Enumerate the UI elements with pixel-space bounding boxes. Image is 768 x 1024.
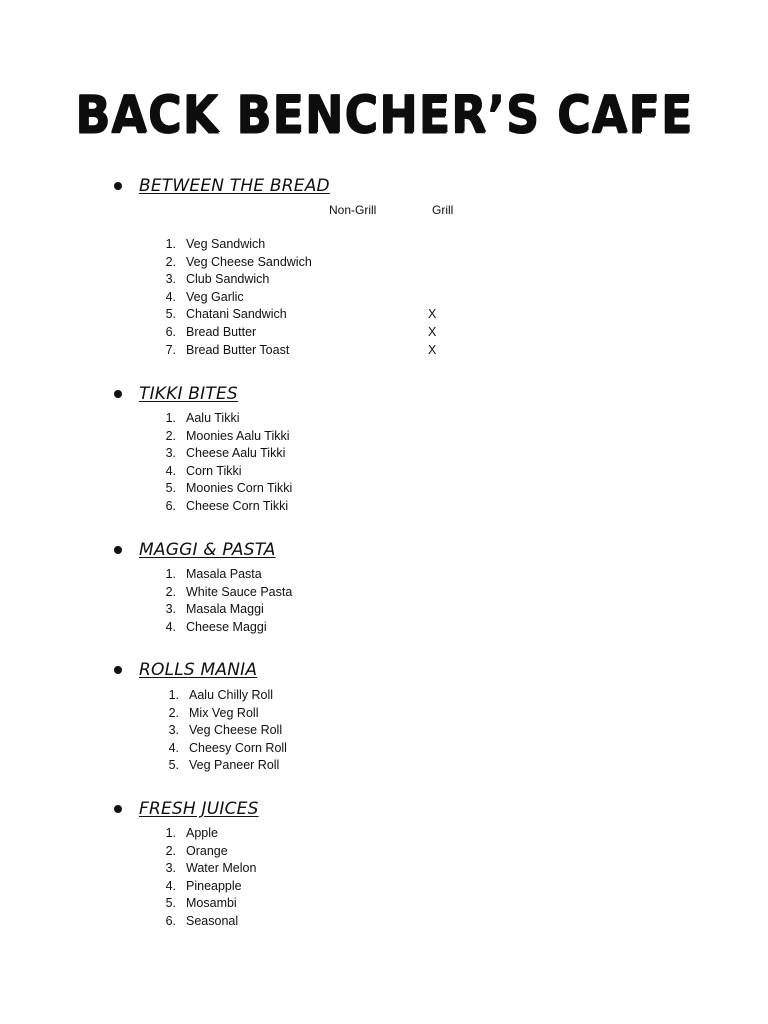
item-name: Moonies Corn Tikki <box>186 481 293 496</box>
item-name: Cheese Corn Tikki <box>186 498 289 513</box>
list-item <box>152 498 292 516</box>
item-number: 2. <box>168 705 179 720</box>
item-number: 6. <box>165 324 176 339</box>
item-name: Bread Butter Toast <box>186 342 290 357</box>
item-name: Veg Cheese Sandwich <box>186 254 312 269</box>
list-item <box>155 757 287 775</box>
menu-list-fresh-juices <box>152 825 256 931</box>
list-item <box>155 722 287 740</box>
item-name: Seasonal <box>186 913 239 928</box>
list-item <box>152 584 292 602</box>
list-item <box>155 740 287 758</box>
item-name: Bread Butter <box>186 324 257 339</box>
list-item <box>152 306 437 324</box>
item-number: 5. <box>165 481 176 496</box>
page-title: BACK BENCHER’S CAFE <box>75 84 693 145</box>
item-name: Chatani Sandwich <box>186 307 287 322</box>
list-item <box>152 913 256 931</box>
menu-list-tikki-bites <box>152 410 292 516</box>
item-name: Veg Garlic <box>186 289 244 304</box>
item-number: 4. <box>165 878 176 893</box>
list-item <box>152 428 292 446</box>
list-item <box>152 601 292 619</box>
item-number: 7. <box>165 342 176 357</box>
item-name: Moonies Aalu Tikki <box>186 428 290 443</box>
list-item <box>152 445 292 463</box>
item-name: Club Sandwich <box>186 272 270 287</box>
item-name: Veg Cheese Roll <box>189 723 283 738</box>
item-name: Masala Maggi <box>186 602 264 617</box>
grill-mark: X <box>428 324 437 339</box>
list-item <box>152 878 256 896</box>
item-number: 1. <box>168 688 179 702</box>
item-name: Cheese Aalu Tikki <box>186 446 286 461</box>
item-name: Masala Pasta <box>186 567 262 581</box>
item-number: 4. <box>165 619 176 634</box>
list-item <box>152 566 292 584</box>
item-number: 4. <box>165 289 176 304</box>
section-heading-rolls-mania <box>114 659 257 681</box>
item-name: Apple <box>186 826 218 840</box>
section-title: FRESH JUICES <box>139 799 259 819</box>
list-item <box>152 860 256 878</box>
item-number: 2. <box>165 843 176 858</box>
list-item <box>152 289 312 307</box>
item-name: White Sauce Pasta <box>186 584 293 599</box>
item-number: 3. <box>165 446 176 461</box>
item-name: Corn Tikki <box>186 463 242 478</box>
item-number: 1. <box>165 567 176 581</box>
item-number: 5. <box>168 758 179 773</box>
list-item <box>152 895 256 913</box>
item-number: 6. <box>165 498 176 513</box>
menu-list-maggi-pasta <box>152 566 292 636</box>
item-name: Mix Veg Roll <box>189 705 259 720</box>
bullet-icon <box>114 666 122 674</box>
menu-list-between-the-bread <box>152 236 437 359</box>
item-name: Cheese Maggi <box>186 619 267 634</box>
item-number: 3. <box>165 272 176 287</box>
item-number: 4. <box>168 740 179 755</box>
bullet-icon <box>114 182 122 190</box>
section-title: BETWEEN THE BREAD <box>139 176 330 196</box>
list-item <box>152 271 312 289</box>
bullet-icon <box>114 546 122 554</box>
item-number: 5. <box>165 896 176 911</box>
item-number: 6. <box>165 913 176 928</box>
menu-list-rolls-mania <box>155 687 287 775</box>
list-item <box>155 687 287 705</box>
section-heading-between-the-bread <box>114 175 330 197</box>
list-item <box>152 342 437 360</box>
item-name: Pineapple <box>186 878 242 893</box>
section-title: MAGGI & PASTA <box>139 540 276 560</box>
item-name: Mosambi <box>186 896 237 911</box>
item-name: Veg Sandwich <box>186 237 266 251</box>
list-item <box>152 619 292 637</box>
list-item <box>152 236 312 254</box>
item-number: 3. <box>168 723 179 738</box>
item-number: 3. <box>165 602 176 617</box>
list-item <box>152 254 312 272</box>
item-number: 1. <box>165 237 176 251</box>
item-number: 5. <box>165 307 176 322</box>
item-number: 1. <box>165 826 176 840</box>
list-item <box>155 705 287 723</box>
item-number: 2. <box>165 584 176 599</box>
bullet-icon <box>114 390 122 398</box>
item-number: 4. <box>165 463 176 478</box>
grill-mark: X <box>428 307 437 322</box>
bullet-icon <box>114 805 122 813</box>
item-number: 1. <box>165 411 176 425</box>
list-item <box>152 843 256 861</box>
list-item <box>152 463 292 481</box>
section-heading-tikki-bites <box>114 383 238 405</box>
list-item <box>152 324 437 342</box>
column-header-grill: Grill <box>432 203 454 217</box>
section-heading-maggi-pasta <box>114 539 276 561</box>
item-name: Veg Paneer Roll <box>189 758 280 773</box>
list-item <box>152 825 256 843</box>
section-title: ROLLS MANIA <box>139 660 258 680</box>
column-header-non-grill: Non-Grill <box>329 203 377 217</box>
item-number: 2. <box>165 254 176 269</box>
grill-mark: X <box>428 342 437 357</box>
item-name: Aalu Chilly Roll <box>189 688 274 702</box>
item-name: Water Melon <box>186 861 257 876</box>
item-name: Cheesy Corn Roll <box>189 740 287 755</box>
list-item <box>152 410 292 428</box>
section-title: TIKKI BITES <box>139 384 238 404</box>
item-number: 3. <box>165 861 176 876</box>
list-item <box>152 480 292 498</box>
section-heading-fresh-juices <box>114 798 259 820</box>
item-name: Aalu Tikki <box>186 411 240 425</box>
item-number: 2. <box>165 428 176 443</box>
item-name: Orange <box>186 843 228 858</box>
